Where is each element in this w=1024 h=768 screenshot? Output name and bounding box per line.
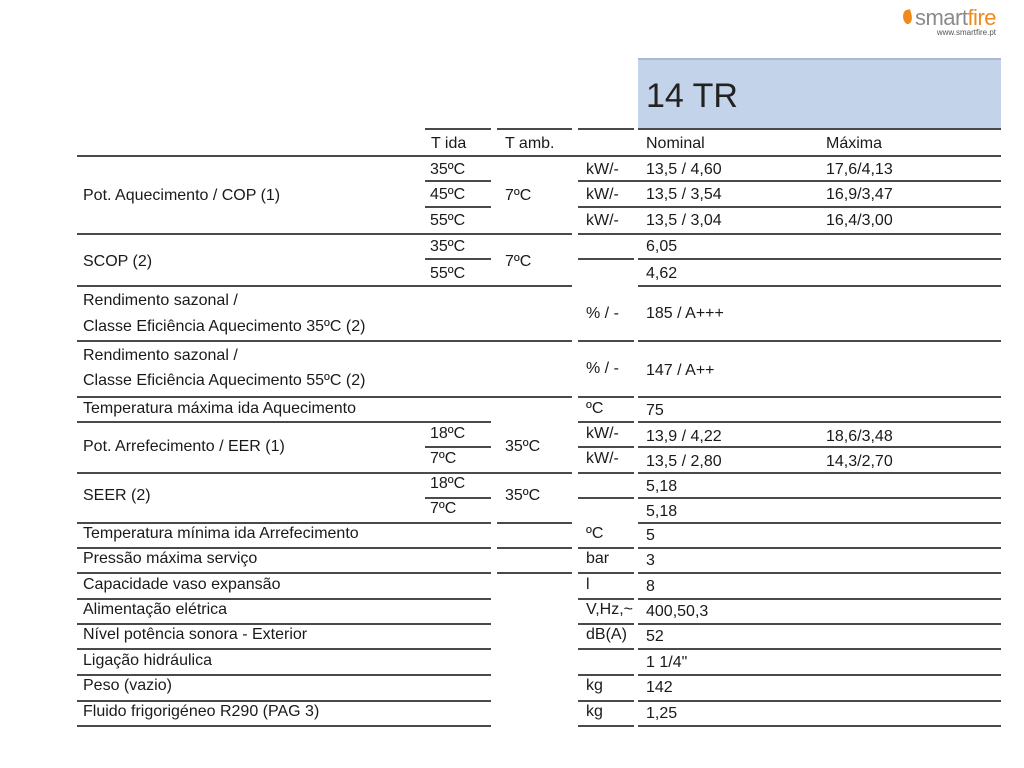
- t-ida-cell: 55ºC: [430, 265, 466, 282]
- table-rule-line: [77, 233, 572, 235]
- table-rule-line: [638, 572, 1001, 574]
- unit-cell: kW/-: [586, 450, 619, 467]
- table-rule-line: [638, 674, 1001, 676]
- table-rule-line: [638, 258, 1001, 260]
- unit-cell: V,Hz,~: [586, 601, 633, 618]
- table-rule-line: [77, 340, 572, 342]
- table-rule-line: [578, 128, 634, 130]
- nominal-cell: 5,18: [646, 503, 678, 520]
- label-seer: SEER (2): [83, 487, 151, 504]
- nominal-cell: 142: [646, 679, 673, 696]
- table-rule-line: [578, 725, 634, 727]
- table-rule-line: [77, 623, 491, 625]
- table-rule-line: [638, 522, 1001, 524]
- maxima-cell: 17,6/4,13: [826, 161, 893, 178]
- unit-cell: kg: [586, 677, 603, 694]
- table-rule-line: [638, 472, 1001, 474]
- nominal-cell: 3: [646, 552, 655, 569]
- label-temp-max: Temperatura máxima ida Aquecimento: [83, 400, 357, 417]
- brand-url: www.smartfire.pt: [936, 28, 996, 37]
- t-ida-cell: 7ºC: [430, 500, 457, 517]
- nominal-cell: 1 1/4": [646, 654, 688, 671]
- table-rule-line: [77, 572, 491, 574]
- nominal-cell: 400,50,3: [646, 603, 709, 620]
- table-rule-line: [638, 128, 1001, 130]
- table-rule-line: [638, 700, 1001, 702]
- table-rule-line: [638, 446, 1001, 448]
- t-amb-seer: 35ºC: [505, 487, 541, 504]
- unit-cell: kW/-: [586, 186, 619, 203]
- table-rule-line: [638, 648, 1001, 650]
- unit-cell: ºC: [586, 525, 604, 542]
- brand-name: smartfire: [903, 6, 996, 30]
- t-ida-cell: 45ºC: [430, 186, 466, 203]
- nominal-cell: 8: [646, 578, 655, 595]
- model-title: 14 TR: [646, 77, 738, 115]
- unit-cell: % / -: [586, 305, 619, 322]
- table-rule-line: [77, 396, 572, 398]
- brand-logo: [903, 6, 996, 37]
- table-rule-line: [578, 598, 634, 600]
- table-rule-line: [578, 446, 634, 448]
- label-fluido: Fluido frigorigéneo R290 (PAG 3): [83, 703, 320, 720]
- table-rule-line: [638, 285, 1001, 287]
- nominal-cell: 13,5 / 3,54: [646, 186, 722, 203]
- maxima-cell: 18,6/3,48: [826, 428, 893, 445]
- nominal-cell: 75: [646, 402, 664, 419]
- table-rule-line: [578, 258, 634, 260]
- label-peso: Peso (vazio): [83, 677, 172, 694]
- unit-cell: l: [586, 576, 590, 593]
- table-rule-line: [638, 421, 1001, 423]
- label-alimentacao: Alimentação elétrica: [83, 601, 228, 618]
- table-rule-line: [77, 674, 491, 676]
- label-nivel-potencia: Nível potência sonora - Exterior: [83, 626, 308, 643]
- table-rule-line: [578, 233, 1001, 235]
- label-pot-arrefecimento: Pot. Arrefecimento / EER (1): [83, 438, 285, 455]
- table-rule-line: [425, 180, 491, 182]
- nominal-cell: 5,18: [646, 478, 678, 495]
- unit-cell: % / -: [586, 360, 619, 377]
- table-rule-line: [578, 623, 634, 625]
- nominal-cell: 185 / A+++: [646, 305, 724, 322]
- label-rendimento-55-l2: Classe Eficiência Aquecimento 55ºC (2): [83, 372, 366, 389]
- table-rule-line: [497, 522, 572, 524]
- label-rendimento-35-l2: Classe Eficiência Aquecimento 35ºC (2): [83, 318, 366, 335]
- nominal-cell: 6,05: [646, 238, 678, 255]
- nominal-cell: 5: [646, 527, 655, 544]
- label-capacidade-vaso: Capacidade vaso expansão: [83, 576, 281, 593]
- t-amb-pot-aquecimento: 7ºC: [505, 187, 532, 204]
- table-rule-line: [497, 572, 572, 574]
- unit-cell: kW/-: [586, 425, 619, 442]
- unit-cell: dB(A): [586, 626, 627, 643]
- table-rule-line: [77, 648, 491, 650]
- table-rule-line: [497, 128, 572, 130]
- table-rule-line: [578, 472, 634, 474]
- table-rule-line: [638, 598, 1001, 600]
- label-temp-min-arrefecimento: Temperatura mínima ida Arrefecimento: [83, 525, 359, 542]
- table-rule-line: [638, 623, 1001, 625]
- header-maxima: Máxima: [826, 135, 883, 152]
- table-rule-line: [77, 472, 572, 474]
- nominal-cell: 13,9 / 4,22: [646, 428, 722, 445]
- table-rule-line: [578, 421, 634, 423]
- table-rule-line: [77, 285, 572, 287]
- label-pot-aquecimento: Pot. Aquecimento / COP (1): [83, 187, 281, 204]
- table-rule-line: [77, 598, 491, 600]
- unit-cell: kW/-: [586, 212, 619, 229]
- table-rule-line: [425, 446, 491, 448]
- maxima-cell: 16,9/3,47: [826, 186, 893, 203]
- label-rendimento-55-l1: Rendimento sazonal /: [83, 347, 238, 364]
- table-rule-line: [77, 547, 491, 549]
- table-rule-line: [578, 340, 634, 342]
- header-t-amb: T amb.: [505, 135, 555, 152]
- header-t-ida: T ida: [431, 135, 467, 152]
- table-rule-line: [578, 206, 1001, 208]
- nominal-cell: 13,5 / 3,04: [646, 212, 722, 229]
- table-rule-line: [578, 547, 634, 549]
- label-pressao-maxima: Pressão máxima serviço: [83, 550, 258, 567]
- unit-cell: kW/-: [586, 161, 619, 178]
- t-ida-cell: 18ºC: [430, 475, 466, 492]
- table-rule-line: [425, 206, 491, 208]
- maxima-cell: 14,3/2,70: [826, 453, 893, 470]
- flame-icon: [901, 9, 913, 25]
- nominal-cell: 52: [646, 628, 664, 645]
- table-rule-line: [578, 700, 634, 702]
- table-rule-line: [497, 547, 572, 549]
- unit-cell: ºC: [586, 400, 604, 417]
- label-rendimento-35-l1: Rendimento sazonal /: [83, 292, 238, 309]
- table-rule-line: [425, 128, 491, 130]
- table-rule-line: [638, 497, 1001, 499]
- table-rule-line: [638, 725, 1001, 727]
- table-rule-line: [77, 725, 491, 727]
- table-rule-line: [578, 674, 634, 676]
- t-ida-cell: 55ºC: [430, 212, 466, 229]
- t-ida-cell: 18ºC: [430, 425, 466, 442]
- table-rule-line: [638, 547, 1001, 549]
- maxima-cell: 16,4/3,00: [826, 212, 893, 229]
- table-rule-line: [77, 155, 1001, 157]
- table-rule-line: [578, 648, 634, 650]
- t-ida-cell: 7ºC: [430, 450, 457, 467]
- table-rule-line: [77, 700, 491, 702]
- table-rule-line: [77, 421, 491, 423]
- table-rule-line: [638, 396, 1001, 398]
- nominal-cell: 4,62: [646, 265, 678, 282]
- model-header: [638, 58, 1001, 128]
- header-nominal: Nominal: [646, 135, 705, 152]
- label-scop: SCOP (2): [83, 253, 153, 270]
- nominal-cell: 1,25: [646, 705, 678, 722]
- label-ligacao-hidraulica: Ligação hidráulica: [83, 652, 212, 669]
- nominal-cell: 13,5 / 4,60: [646, 161, 722, 178]
- table-rule-line: [425, 497, 491, 499]
- nominal-cell: 147 / A++: [646, 362, 715, 379]
- table-rule-line: [578, 572, 634, 574]
- table-rule-line: [578, 396, 634, 398]
- t-ida-cell: 35ºC: [430, 161, 466, 178]
- t-ida-cell: 35ºC: [430, 238, 466, 255]
- unit-cell: bar: [586, 550, 610, 567]
- table-rule-line: [578, 497, 634, 499]
- t-amb-scop: 7ºC: [505, 253, 532, 270]
- nominal-cell: 13,5 / 2,80: [646, 453, 722, 470]
- table-rule-line: [578, 180, 1001, 182]
- table-rule-line: [638, 340, 1001, 342]
- table-rule-line: [425, 258, 491, 260]
- t-amb-pot-arrefecimento: 35ºC: [505, 438, 541, 455]
- unit-cell: kg: [586, 703, 603, 720]
- table-rule-line: [77, 522, 491, 524]
